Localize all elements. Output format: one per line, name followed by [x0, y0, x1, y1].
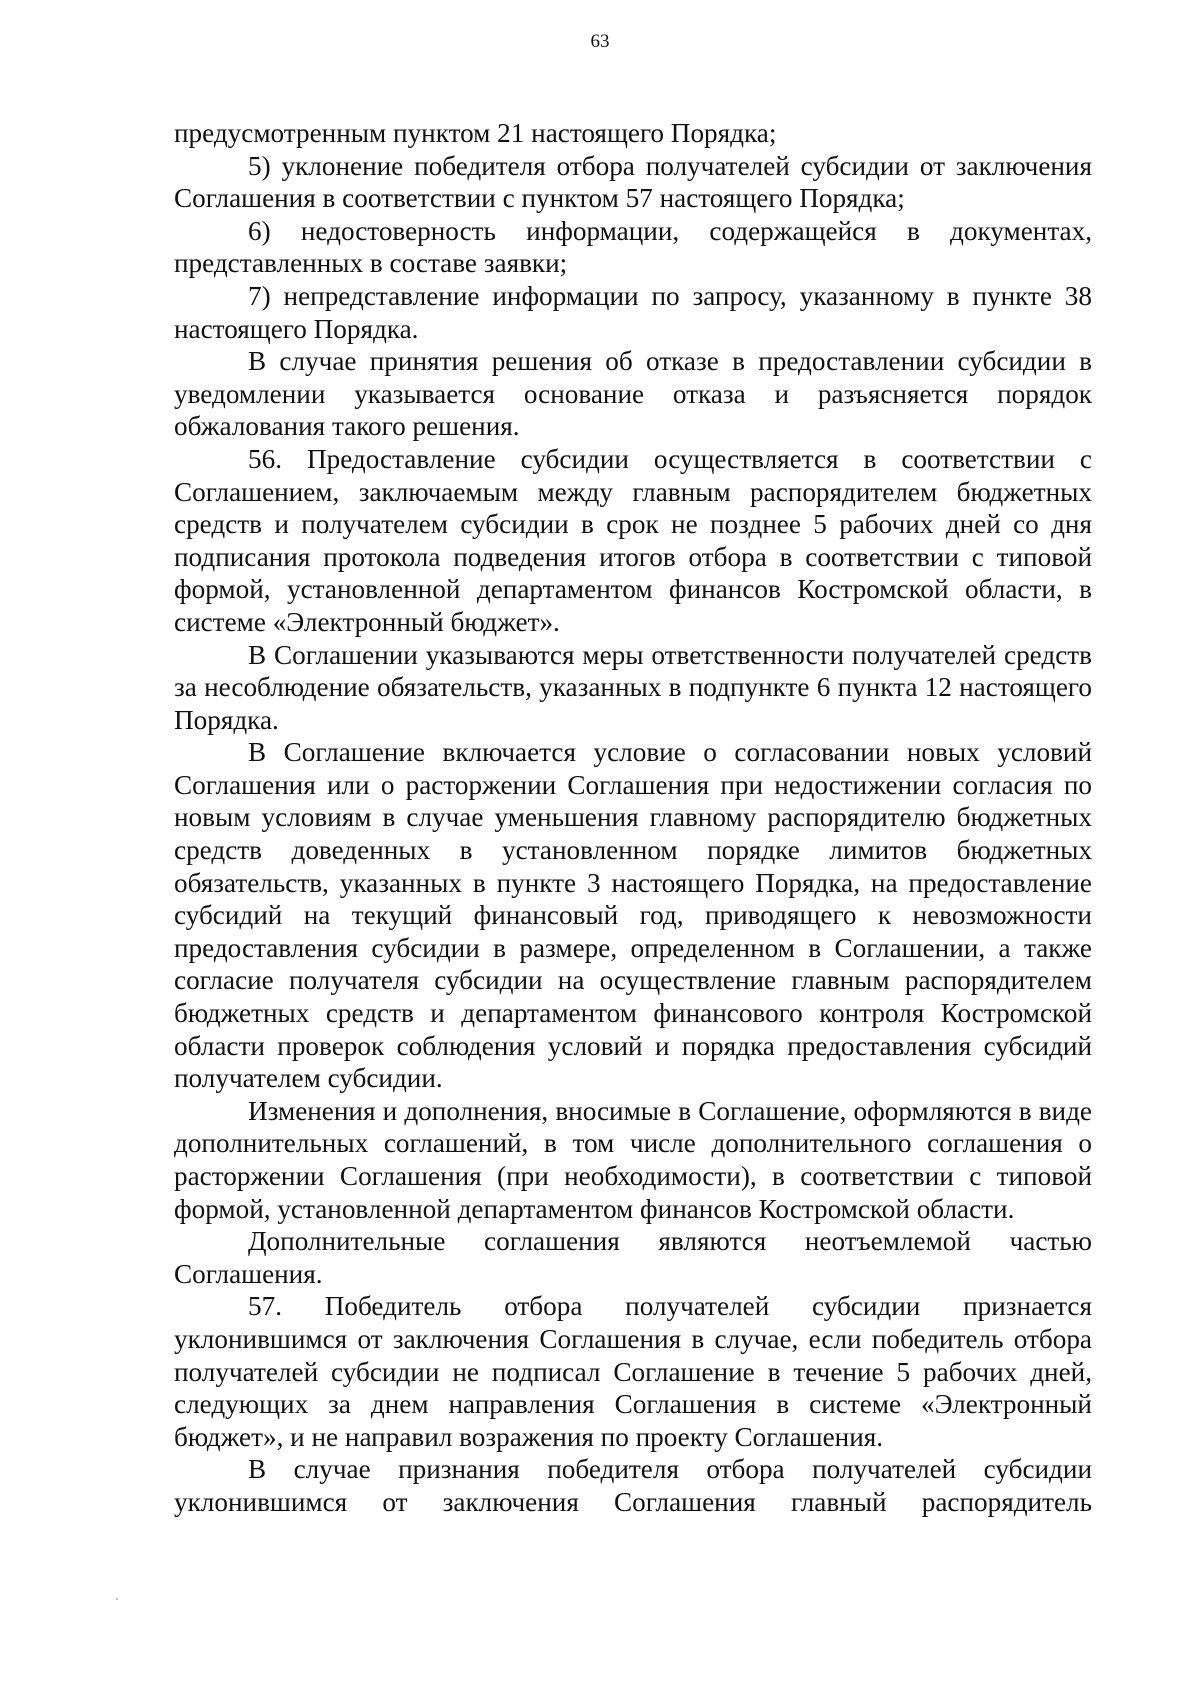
- paragraph-refusal-notice: В случае принятия решения об отказе в предоставлении субсидии в уведомлении указывается основание отказа и разъясняется порядок обжалования такого решения.: [174, 346, 1092, 442]
- paragraph-supplementary: Дополнительные соглашения являются неотъемлемой частью Соглашения.: [174, 1226, 1092, 1289]
- paragraph-conditions: В Соглашение включается условие о согласовании новых условий Соглашения или о расторжении Соглашения при недостижении согласия по новым условиям в случае уменьшения главному распорядителю бюджетных средств доведенных в установленном порядке лимитов бюджетных обязательств, указанных в пункте 3 настоящего Порядка, на предоставление субсидий на текущий финансовый год, приводящего к невозможности предоставления субсидии в размере, определенном в Соглашении, а также согласие получателя субсидии на осуществление главным распорядителем бюджетных средств и департаментом финансового контроля Костромской области проверок соблюдения условий и порядка предоставления субсидий получателем субсидии.: [174, 737, 1092, 1094]
- paragraph-amendments: Изменения и дополнения, вносимые в Соглашение, оформляются в виде дополнительных соглашений, в том числе дополнительного соглашения о расторжении Соглашения (при необходимости), в соответствии с типовой формой, установленной департаментом финансов Костромской области.: [174, 1095, 1092, 1224]
- clause-57: 57. Победитель отбора получателей субсидии признается уклонившимся от заключения Соглашения в случае, если победитель отбора получателей субсидии не подписал Соглашение в течение 5 рабочих дней, следующих за днем направления Соглашения в системе «Электронный бюджет», и не направил возражения по проекту Соглашения.: [174, 1291, 1092, 1452]
- list-item-7: 7) непредставление информации по запросу, указанному в пункте 38 настоящего Порядка.: [174, 280, 1092, 344]
- document-body: [174, 117, 1092, 1519]
- scan-speck: [116, 1598, 118, 1600]
- paragraph-evasion: В случае признания победителя отбора получателей субсидии уклонившимся от заключения Соглашения главный распорядитель: [174, 1454, 1092, 1517]
- paragraph-responsibility: В Соглашении указываются меры ответственности получателей средств за несоблюдение обязательств, указанных в подпункте 6 пункта 12 настоящего Порядка.: [174, 639, 1092, 735]
- clause-56: 56. Предоставление субсидии осуществляется в соответствии с Соглашением, заключаемым между главным распорядителем бюджетных средств и получателем субсидии в срок не позднее 5 рабочих дней со дня подписания протокола подведения итогов отбора в соответствии с типовой формой, установленной департаментом финансов Костромской области, в системе «Электронный бюджет».: [174, 443, 1092, 637]
- list-item-6: 6) недостоверность информации, содержащейся в документах, представленных в составе заявки;: [174, 215, 1092, 279]
- paragraph-continuation: предусмотренным пунктом 21 настоящего Порядка;: [174, 118, 777, 148]
- page-number: 63: [590, 31, 610, 52]
- list-item-5: 5) уклонение победителя отбора получателей субсидии от заключения Соглашения в соответствии с пунктом 57 настоящего Порядка;: [174, 150, 1092, 214]
